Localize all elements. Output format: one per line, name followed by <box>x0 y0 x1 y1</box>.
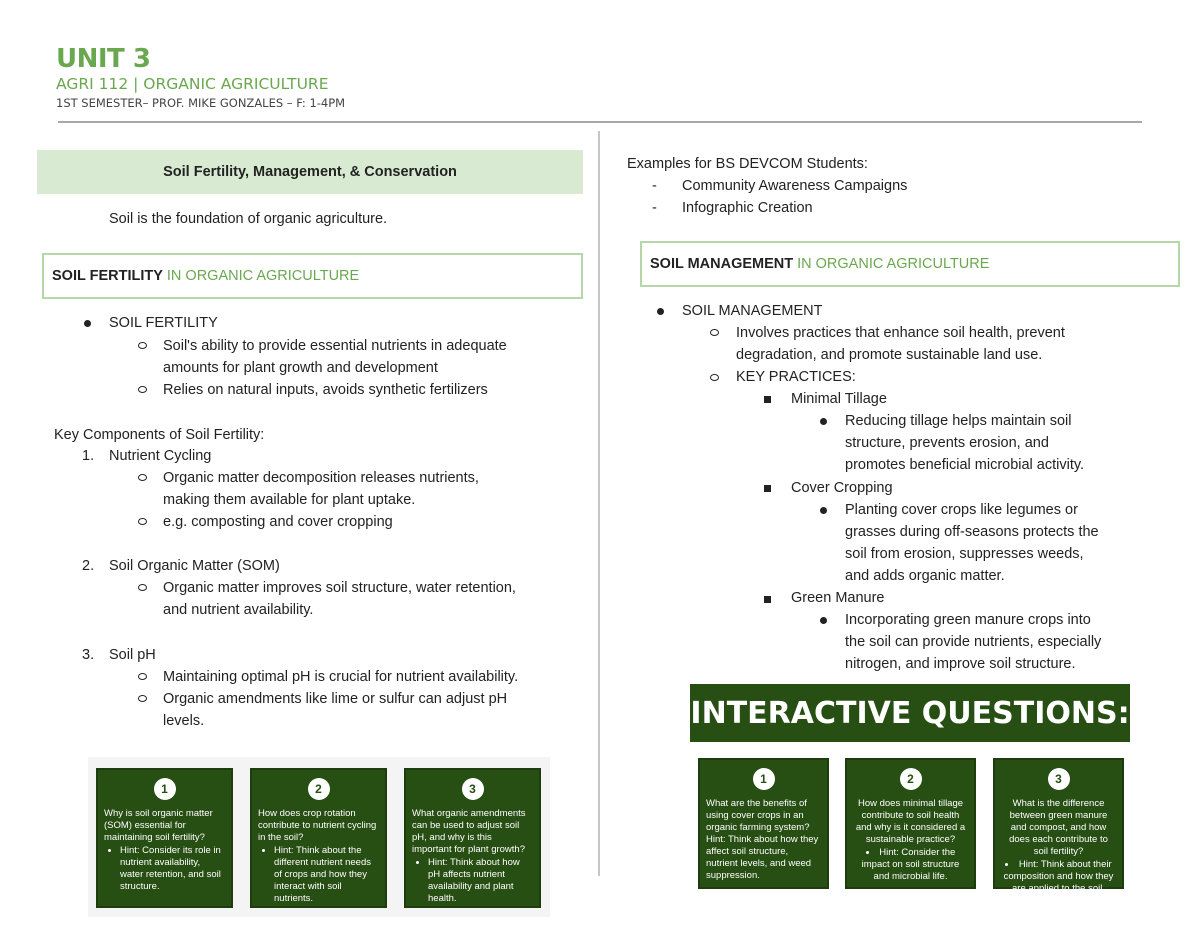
card-hint: • Hint: Think about the different nutrient needs of crops and how they interact with soil nutrients. <box>274 845 379 905</box>
bullet-ring-icon <box>710 329 719 336</box>
soil-management-def-line1: Involves practices that enhance soil health, prevent <box>736 325 1065 341</box>
question-card-r1 <box>698 758 829 889</box>
section-header-soil-management <box>640 241 1180 287</box>
example-item: Community Awareness Campaigns <box>682 178 908 194</box>
bullet-dot-icon <box>84 320 91 327</box>
nutrient-cycling-line1: Organic matter decomposition releases nutrients, <box>163 470 479 486</box>
bullet-ring-icon <box>138 474 147 481</box>
practice-detail: nitrogen, and improve soil structure. <box>845 656 1076 672</box>
practice-detail: promotes beneficial microbial activity. <box>845 457 1085 473</box>
section-header-soil-fertility <box>42 253 583 299</box>
card-hint: • Hint: Consider its role in nutrient availability, water retention, and soil structure. <box>120 845 225 893</box>
question-card-2 <box>250 768 387 908</box>
component-som: Soil Organic Matter (SOM) <box>109 558 280 574</box>
practice-detail: Incorporating green manure crops into <box>845 612 1091 628</box>
bullet-ring-icon <box>138 673 147 680</box>
bullet-ring-icon <box>138 386 147 393</box>
card-question: How does crop rotation contribute to nutrient cycling in the soil? <box>258 808 377 843</box>
dash-marker: - <box>652 200 657 216</box>
question-card-r2 <box>845 758 976 889</box>
section-header-bold: SOIL FERTILITY <box>52 268 163 284</box>
bullet-square-icon <box>764 596 771 603</box>
dash-marker: - <box>652 178 657 194</box>
component-soil-ph: Soil pH <box>109 647 156 663</box>
practice-detail: Planting cover crops like legumes or <box>845 502 1078 518</box>
soil-fertility-def-line1: Soil's ability to provide essential nutrients in adequate <box>163 338 507 354</box>
bullet-ring-icon <box>138 695 147 702</box>
section-header-rest: IN ORGANIC AGRICULTURE <box>797 256 990 272</box>
bullet-ring-icon <box>138 518 147 525</box>
question-card-3 <box>404 768 541 908</box>
practice-green-manure: Green Manure <box>791 590 885 606</box>
card-question: What organic amendments can be used to adjust soil pH, and why is this important for plant growth? <box>412 808 526 855</box>
nutrient-cycling-example: e.g. composting and cover cropping <box>163 514 393 530</box>
bullet-soil-fertility: SOIL FERTILITY <box>109 315 218 331</box>
practice-detail: and adds organic matter. <box>845 568 1005 584</box>
card-question: What are the benefits of using cover crops in an organic farming system? Hint: Think about how they affect soil structure, nutrient levels, and weed suppression. <box>706 798 819 881</box>
key-practices-label: KEY PRACTICES: <box>736 369 856 385</box>
som-line2: and nutrient availability. <box>163 602 314 618</box>
soil-fertility-inputs: Relies on natural inputs, avoids synthetic fertilizers <box>163 382 488 398</box>
semester-info: 1ST SEMESTER– PROF. MIKE GONZALES – F: 1-4PM <box>56 96 346 110</box>
practice-minimal-tillage: Minimal Tillage <box>791 391 887 407</box>
practice-detail: Reducing tillage helps maintain soil <box>845 413 1072 429</box>
soil-ph-line1: Maintaining optimal pH is crucial for nutrient availability. <box>163 669 519 685</box>
card-number-badge: 1 <box>753 768 775 790</box>
question-card-r3 <box>993 758 1124 894</box>
card-hint: • Hint: Think about how pH affects nutrient availability and plant health. <box>428 857 533 905</box>
card-number-badge: 1 <box>154 778 176 800</box>
card-question: Why is soil organic matter (SOM) essential for maintaining soil fertility? <box>104 808 213 843</box>
som-line1: Organic matter improves soil structure, water retention, <box>163 580 516 596</box>
card-number-badge: 2 <box>308 778 330 800</box>
list-number: 1. <box>82 448 95 464</box>
soil-fertility-def-line2: amounts for plant growth and development <box>163 360 438 376</box>
bullet-ring-icon <box>138 342 147 349</box>
practice-detail: soil from erosion, suppresses weeds, <box>845 546 1084 562</box>
course-title: AGRI 112 | ORGANIC AGRICULTURE <box>56 75 329 93</box>
intro-text: Soil is the foundation of organic agriculture. <box>109 211 388 227</box>
bullet-soil-management: SOIL MANAGEMENT <box>682 303 823 319</box>
topic-title: Soil Fertility, Management, & Conservation <box>37 150 583 194</box>
key-components-heading: Key Components of Soil Fertility: <box>54 427 265 443</box>
soil-ph-line3: levels. <box>163 713 205 729</box>
bullet-dot-icon <box>820 617 827 624</box>
practice-cover-cropping: Cover Cropping <box>791 480 893 496</box>
bullet-ring-icon <box>710 374 719 381</box>
component-nutrient-cycling: Nutrient Cycling <box>109 448 212 464</box>
practice-detail: the soil can provide nutrients, especially <box>845 634 1102 650</box>
nutrient-cycling-line2: making them available for plant uptake. <box>163 492 416 508</box>
list-number: 2. <box>82 558 95 574</box>
bullet-dot-icon <box>820 507 827 514</box>
bullet-ring-icon <box>138 584 147 591</box>
unit-title: UNIT 3 <box>56 44 151 74</box>
list-number: 3. <box>82 647 95 663</box>
section-header-bold: SOIL MANAGEMENT <box>650 256 794 272</box>
section-header-rest: IN ORGANIC AGRICULTURE <box>166 268 360 284</box>
card-question: How does minimal tillage contribute to soil health and why is it considered a sustainable practice? <box>855 798 966 845</box>
example-item: Infographic Creation <box>682 200 813 216</box>
card-number-badge: 3 <box>462 778 484 800</box>
card-question: What is the difference between green manure and compost, and how does each contribute to soil fertility? <box>1009 798 1108 857</box>
soil-ph-line2: Organic amendments like lime or sulfur can adjust pH <box>163 691 508 707</box>
column-divider <box>598 131 600 876</box>
question-card-1 <box>96 768 233 908</box>
bullet-dot-icon <box>657 308 664 315</box>
bullet-dot-icon <box>820 418 827 425</box>
bullet-square-icon <box>764 485 771 492</box>
card-number-badge: 3 <box>1048 768 1070 790</box>
practice-detail: structure, prevents erosion, and <box>845 435 1049 451</box>
practice-detail: grasses during off-seasons protects the <box>845 524 1099 540</box>
card-hint: • Hint: Think about their composition and how they are applied to the soil. <box>1001 859 1116 895</box>
bullet-square-icon <box>764 396 771 403</box>
header-divider <box>58 121 1142 123</box>
card-hint: • Hint: Consider the impact on soil structure and microbial life. <box>853 847 968 883</box>
examples-heading: Examples for BS DEVCOM Students: <box>627 156 868 172</box>
card-number-badge: 2 <box>900 768 922 790</box>
interactive-questions-banner: INTERACTIVE QUESTIONS: <box>690 684 1130 742</box>
soil-management-def-line2: degradation, and promote sustainable land use. <box>736 347 1043 363</box>
